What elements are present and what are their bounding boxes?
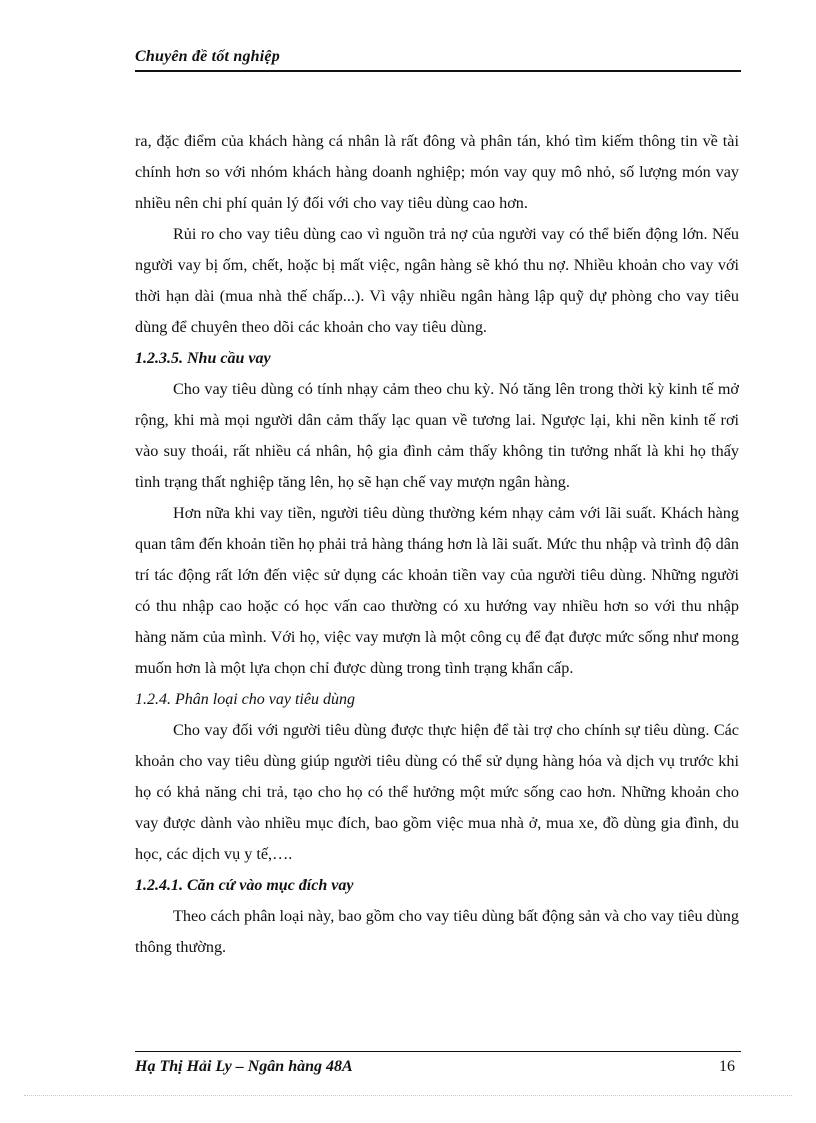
page-header <box>135 48 741 72</box>
page-footer <box>135 1051 741 1080</box>
paragraph-6: Theo cách phân loại này, bao gồm cho vay tiêu dùng bất động sản và cho vay tiêu dùng thông thường. <box>135 907 739 956</box>
paragraph-3: Cho vay tiêu dùng có tính nhạy cảm theo chu kỳ. Nó tăng lên trong thời kỳ kinh tế mở rộng, khi mà mọi người dân cảm thấy lạc quan về tương lai. Ngược lại, khi nền kinh tế rơi vào suy thoái, rất nhiều cá nhân, hộ gia đình cảm thấy không tin tưởng nhất là khi họ thấy tình trạng thất nghiệp tăng lên, họ sẽ hạn chế vay mượn ngân hàng. <box>135 380 739 491</box>
page-number: 16 <box>719 1058 735 1075</box>
header-title: Chuyên đề tốt nghiệp <box>135 48 280 65</box>
paragraph-1: ra, đặc điểm của khách hàng cá nhân là rất đông và phân tán, khó tìm kiếm thông tin về tài chính hơn so với nhóm khách hàng doanh nghiệp; món vay quy mô nhỏ, số lượng món vay nhiều nên chi phí quản lý đối với cho vay tiêu dùng cao hơn. <box>135 132 739 212</box>
section-heading-1-2-4: 1.2.4. Phân loại cho vay tiêu dùng <box>135 691 355 708</box>
paragraph-5: Cho vay đối với người tiêu dùng được thực hiện để tài trợ cho chính sự tiêu dùng. Các khoản cho vay tiêu dùng giúp người tiêu dùng có thể sử dụng hàng hóa và dịch vụ trước khi họ có khả năng chi trả, tạo cho họ có thể hưởng một mức sống cao hơn. Những khoản cho vay được dành vào nhiều mục đích, bao gồm việc mua nhà ở, mua xe, đồ dùng gia đình, du học, các dịch vụ y tế,…. <box>135 721 739 863</box>
section-heading-1-2-4-1: 1.2.4.1. Căn cứ vào mục đích vay <box>135 877 354 894</box>
paragraph-2: Rủi ro cho vay tiêu dùng cao vì nguồn trả nợ của người vay có thể biến động lớn. Nếu người vay bị ốm, chết, hoặc bị mất việc, ngân hàng sẽ khó thu nợ. Nhiều khoản cho vay với thời hạn dài (mua nhà thế chấp...). Vì vậy nhiều ngân hàng lập quỹ dự phòng cho vay tiêu dùng để chuyên theo dõi các khoản cho vay tiêu dùng. <box>135 225 739 336</box>
page-bottom-divider <box>24 1095 792 1096</box>
document-body <box>135 126 739 963</box>
paragraph-4: Hơn nữa khi vay tiền, người tiêu dùng thường kém nhạy cảm với lãi suất. Khách hàng quan tâm đến khoản tiền họ phải trả hàng tháng hơn là lãi suất. Mức thu nhập và trình độ dân trí tác động rất lớn đến việc sử dụng các khoản tiền vay của người tiêu dùng. Những người có thu nhập cao hoặc có học vấn cao thường có xu hướng vay nhiều hơn so với thu nhập hàng năm của mình. Với họ, việc vay mượn là một công cụ để đạt được mức sống như mong muốn hơn là một lựa chọn chỉ được dùng trong tình trạng khẩn cấp. <box>135 504 739 677</box>
section-heading-1-2-3-5: 1.2.3.5. Nhu cầu vay <box>135 350 271 367</box>
footer-author: Hạ Thị Hải Ly – Ngân hàng 48A <box>135 1058 353 1075</box>
